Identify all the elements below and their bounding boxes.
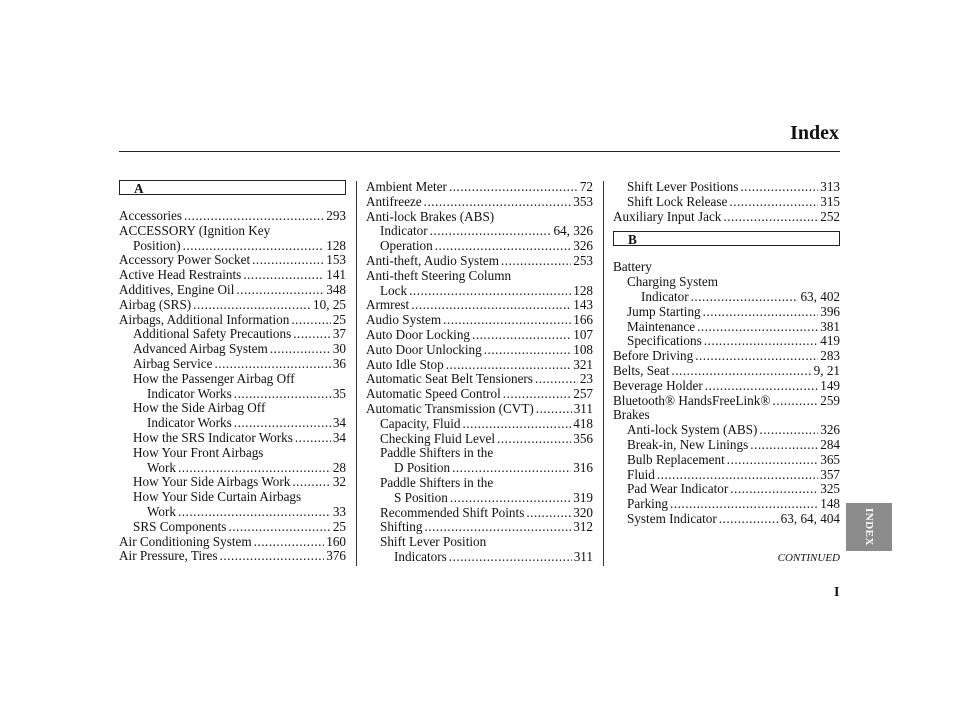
entry-term: Fluid (627, 466, 655, 482)
index-entry[interactable] (366, 358, 593, 373)
index-entry[interactable] (119, 505, 346, 520)
column-divider (603, 181, 604, 566)
entry-term: Indicators (394, 548, 447, 564)
entry-term: Pad Wear Indicator (627, 481, 729, 497)
dot-leader (727, 453, 818, 468)
dot-leader (772, 394, 818, 409)
entry-term: How the SRS Indicator Works (133, 429, 293, 445)
dot-leader (446, 358, 572, 373)
index-entry[interactable] (119, 357, 346, 372)
entry-term: Ambient Meter (366, 179, 447, 194)
index-entry[interactable] (366, 446, 593, 461)
entry-page-number: 160 (326, 533, 346, 549)
entry-term: Antifreeze (366, 193, 422, 209)
index-entry[interactable] (119, 431, 346, 446)
entry-term: Airbag Service (133, 355, 213, 371)
entry-term: Charging System (627, 274, 718, 290)
index-entry[interactable] (119, 401, 346, 416)
entry-term: Indicator Works (147, 415, 232, 431)
index-entry[interactable] (119, 475, 346, 490)
index-entry[interactable] (613, 408, 840, 423)
entry-page-number: 320 (573, 504, 593, 520)
entry-term: Before Driving (613, 348, 694, 364)
dot-leader (449, 550, 572, 565)
entry-page-number: 107 (573, 326, 593, 342)
index-entry[interactable] (119, 283, 346, 298)
entry-term: Automatic Seat Belt Tensioners (366, 371, 533, 387)
dot-leader (750, 438, 818, 453)
entry-page-number: 72 (579, 179, 593, 194)
index-entry[interactable] (366, 328, 593, 343)
section-letter-b: B (613, 231, 840, 246)
entry-page-number: 149 (820, 377, 840, 393)
entry-page-number: 10, 25 (313, 296, 346, 312)
entry-page-number: 319 (573, 489, 593, 505)
index-entry[interactable] (366, 298, 593, 313)
entry-term: How the Side Airbag Off (133, 400, 266, 416)
entry-list (613, 180, 840, 224)
entry-page-number: 34 (332, 429, 346, 445)
dot-leader (695, 349, 818, 364)
index-entry[interactable] (366, 224, 593, 239)
entry-page-number: 315 (820, 193, 840, 209)
dot-leader (430, 224, 552, 239)
dot-leader (183, 239, 325, 254)
entry-page-number: 293 (326, 208, 346, 223)
entry-term: Armrest (366, 297, 410, 313)
dot-leader (697, 320, 818, 335)
dot-leader (450, 491, 571, 506)
dot-leader (291, 313, 331, 328)
entry-term: Anti-lock System (ABS) (627, 422, 758, 438)
entry-page-number: 312 (573, 519, 593, 535)
entry-page-number: 141 (326, 267, 346, 283)
entry-term: Position) (133, 237, 181, 253)
index-entry[interactable] (119, 461, 346, 476)
entry-term: Airbag (SRS) (119, 296, 192, 312)
entry-page-number: 419 (820, 333, 840, 349)
entry-page-number: 25 (332, 518, 346, 534)
dot-leader (740, 180, 818, 195)
entry-page-number: 257 (573, 386, 593, 402)
entry-term: Indicator (380, 223, 428, 239)
index-entry[interactable] (613, 290, 840, 305)
entry-page-number: 356 (573, 430, 593, 446)
index-entry[interactable] (119, 387, 346, 402)
entry-page-number: 148 (820, 496, 840, 512)
index-entry[interactable] (366, 506, 593, 521)
index-entry[interactable] (119, 549, 346, 564)
dot-leader (723, 210, 818, 225)
entry-term: Auto Door Locking (366, 326, 471, 342)
entry-page-number: 35 (332, 385, 346, 401)
entry-list (119, 209, 346, 564)
entry-page-number: 252 (820, 208, 840, 224)
index-entry[interactable] (366, 210, 593, 225)
index-entry[interactable] (366, 535, 593, 550)
page-title: Index (790, 122, 839, 144)
entry-term: Air Pressure, Tires (119, 548, 218, 564)
index-entry[interactable] (366, 432, 593, 447)
index-entry[interactable] (613, 320, 840, 335)
header-rule (119, 151, 840, 152)
index-entry[interactable] (366, 387, 593, 402)
entry-term: Anti-lock Brakes (ABS) (366, 208, 495, 224)
dot-leader (220, 549, 325, 564)
index-entry[interactable] (119, 298, 346, 313)
entry-page-number: 166 (573, 312, 593, 328)
dot-leader (214, 357, 330, 372)
entry-term: Shift Lock Release (627, 193, 728, 209)
dot-leader (193, 298, 311, 313)
dot-leader (657, 468, 818, 483)
dot-leader (484, 343, 571, 358)
entry-term: Capacity, Fluid (380, 415, 461, 431)
entry-term: Bulb Replacement (627, 451, 725, 467)
index-side-tab[interactable] (846, 503, 892, 551)
dot-leader (704, 334, 819, 349)
entry-term: Automatic Speed Control (366, 386, 501, 402)
dot-leader (270, 342, 331, 357)
entry-list (613, 260, 840, 526)
continued-note: CONTINUED (777, 552, 840, 564)
dot-leader (462, 417, 571, 432)
index-entry[interactable] (119, 253, 346, 268)
index-entry[interactable] (366, 313, 593, 328)
entry-page-number: 253 (573, 252, 593, 268)
section-letter-a: A (119, 180, 346, 195)
entry-page-number: 365 (820, 451, 840, 467)
index-entry[interactable] (366, 284, 593, 299)
index-entry[interactable] (119, 372, 346, 387)
index-entry[interactable] (613, 497, 840, 512)
dot-leader (295, 431, 331, 446)
entry-term: Brakes (613, 407, 650, 423)
entry-term: Work (147, 459, 176, 475)
entry-term: Anti-theft, Audio System (366, 252, 499, 268)
index-entry[interactable] (366, 520, 593, 535)
entry-term: Checking Fluid Level (380, 430, 496, 446)
dot-leader (691, 290, 799, 305)
entry-term: Specifications (627, 333, 702, 349)
entry-page-number: 28 (332, 459, 346, 475)
index-entry[interactable] (613, 180, 840, 195)
entry-term: Operation (380, 238, 433, 254)
index-entry[interactable] (613, 334, 840, 349)
dot-leader (703, 305, 819, 320)
page-number: I (834, 585, 840, 600)
dot-leader (234, 416, 331, 431)
dot-leader (234, 387, 331, 402)
dot-leader (424, 195, 572, 210)
dot-leader (472, 328, 571, 343)
entry-term: ACCESSORY (Ignition Key (119, 222, 271, 238)
entry-term: Anti-theft Steering Column (366, 267, 512, 283)
entry-term: S Position (394, 489, 448, 505)
entry-term: Battery (613, 259, 652, 275)
dot-leader (409, 284, 571, 299)
index-entry[interactable] (613, 394, 840, 409)
index-entry[interactable] (119, 446, 346, 461)
dot-leader (252, 253, 324, 268)
entry-term: Audio System (366, 312, 442, 328)
entry-term: D Position (394, 460, 451, 476)
entry-page-number: 143 (573, 297, 593, 313)
entry-page-number: 64, 326 (553, 223, 593, 239)
entry-term: Auto Idle Stop (366, 356, 444, 372)
entry-page-number: 313 (820, 179, 840, 194)
index-entry[interactable] (119, 416, 346, 431)
index-entry[interactable] (366, 461, 593, 476)
index-entry[interactable] (366, 180, 593, 195)
entry-page-number: 283 (820, 348, 840, 364)
index-entry[interactable] (613, 468, 840, 483)
entry-page-number: 326 (573, 238, 593, 254)
entry-page-number: 357 (820, 466, 840, 482)
dot-leader (759, 423, 818, 438)
entry-page-number: 396 (820, 303, 840, 319)
entry-term: Air Conditioning System (119, 533, 252, 549)
index-entry[interactable] (119, 224, 346, 239)
index-entry[interactable] (119, 490, 346, 505)
entry-term: Bluetooth® HandsFreeLink® (613, 392, 771, 408)
entry-page-number: 37 (332, 326, 346, 342)
dot-leader (443, 313, 571, 328)
dot-leader (670, 497, 818, 512)
index-entry[interactable] (613, 512, 840, 527)
entry-term: Shifting (380, 519, 423, 535)
entry-page-number: 316 (573, 460, 593, 476)
entry-term: Airbags, Additional Information (119, 311, 290, 327)
index-entry[interactable] (119, 327, 346, 342)
entry-term: Break-in, New Linings (627, 436, 749, 452)
dot-leader (535, 372, 578, 387)
entry-term: Auto Door Unlocking (366, 341, 482, 357)
entry-term: Lock (380, 282, 408, 298)
dot-leader (254, 535, 325, 550)
entry-page-number: 9, 21 (813, 362, 840, 378)
entry-page-number: 418 (573, 415, 593, 431)
entry-page-number: 33 (332, 503, 346, 519)
dot-leader (536, 402, 572, 417)
dot-leader (293, 327, 331, 342)
entry-term: How the Passenger Airbag Off (133, 370, 295, 386)
dot-leader (228, 520, 330, 535)
dot-leader (178, 505, 331, 520)
entry-page-number: 311 (573, 400, 593, 416)
entry-term: System Indicator (627, 510, 717, 526)
index-entry[interactable] (119, 342, 346, 357)
entry-page-number: 284 (820, 436, 840, 452)
entry-term: Belts, Seat (613, 362, 670, 378)
entry-term: Accessory Power Socket (119, 252, 251, 268)
entry-term: How Your Side Airbags Work (133, 474, 291, 490)
index-entry[interactable] (613, 364, 840, 379)
entry-term: Jump Starting (627, 303, 701, 319)
entry-page-number: 325 (820, 481, 840, 497)
entry-page-number: 311 (573, 548, 593, 564)
index-entry[interactable] (613, 453, 840, 468)
index-entry[interactable] (119, 239, 346, 254)
entry-page-number: 63, 64, 404 (780, 510, 840, 526)
index-entry[interactable] (119, 535, 346, 550)
entry-term: Shift Lever Positions (627, 179, 739, 194)
dot-leader (730, 482, 818, 497)
index-entry[interactable] (613, 349, 840, 364)
index-entry[interactable] (613, 195, 840, 210)
dot-leader (705, 379, 819, 394)
index-entry[interactable] (613, 210, 840, 225)
entry-term: Auxiliary Input Jack (613, 208, 722, 224)
dot-leader (411, 298, 571, 313)
dot-leader (236, 283, 324, 298)
index-entry[interactable] (613, 379, 840, 394)
column-divider (356, 181, 357, 566)
entry-term: Automatic Transmission (CVT) (366, 400, 534, 416)
entry-list (366, 180, 593, 565)
dot-leader (178, 461, 331, 476)
dot-leader (184, 209, 324, 224)
dot-leader (449, 180, 578, 195)
entry-page-number: 153 (326, 252, 346, 268)
index-entry[interactable] (119, 209, 346, 224)
entry-term: Additional Safety Precautions (133, 326, 292, 342)
index-entry[interactable] (366, 476, 593, 491)
entry-page-number: 259 (820, 392, 840, 408)
entry-page-number: 30 (332, 341, 346, 357)
index-column-3 (613, 180, 840, 527)
dot-leader (425, 520, 572, 535)
dot-leader (526, 506, 571, 521)
side-tab-label: INDEX (863, 508, 875, 546)
entry-term: Beverage Holder (613, 377, 703, 393)
entry-page-number: 376 (326, 548, 346, 564)
dot-leader (719, 512, 779, 527)
dot-leader (501, 254, 571, 269)
entry-page-number: 63, 402 (800, 288, 840, 304)
entry-term: Parking (627, 496, 669, 512)
entry-term: Indicator Works (147, 385, 232, 401)
entry-page-number: 36 (332, 355, 346, 371)
dot-leader (292, 475, 330, 490)
dot-leader (729, 195, 818, 210)
entry-term: Additives, Engine Oil (119, 281, 235, 297)
dot-leader (243, 268, 324, 283)
index-entry[interactable] (613, 305, 840, 320)
entry-page-number: 23 (579, 371, 593, 387)
entry-page-number: 353 (573, 193, 593, 209)
index-entry[interactable] (366, 372, 593, 387)
entry-page-number: 381 (820, 318, 840, 334)
entry-term: Active Head Restraints (119, 267, 242, 283)
entry-term: Shift Lever Position (380, 534, 487, 550)
entry-page-number: 348 (326, 281, 346, 297)
index-entry[interactable] (613, 260, 840, 275)
entry-term: Work (147, 503, 176, 519)
index-entry[interactable] (613, 275, 840, 290)
index-column-2 (366, 180, 593, 565)
entry-term: Indicator (641, 288, 689, 304)
dot-leader (671, 364, 811, 379)
index-entry[interactable] (119, 313, 346, 328)
index-entry[interactable] (366, 195, 593, 210)
entry-page-number: 128 (573, 282, 593, 298)
index-entry[interactable] (366, 239, 593, 254)
entry-page-number: 321 (573, 356, 593, 372)
entry-term: SRS Components (133, 518, 227, 534)
dot-leader (452, 461, 571, 476)
dot-leader (435, 239, 571, 254)
index-entry[interactable] (119, 268, 346, 283)
index-entry[interactable] (366, 491, 593, 506)
index-column-1 (119, 180, 346, 564)
dot-leader (497, 432, 571, 447)
entry-page-number: 34 (332, 415, 346, 431)
index-entry[interactable] (613, 423, 840, 438)
index-entry[interactable] (366, 254, 593, 269)
entry-term: Paddle Shifters in the (380, 445, 494, 461)
index-entry[interactable] (366, 402, 593, 417)
entry-term: Recommended Shift Points (380, 504, 525, 520)
entry-page-number: 32 (332, 474, 346, 490)
entry-page-number: 326 (820, 422, 840, 438)
index-entry[interactable] (119, 520, 346, 535)
entry-term: Accessories (119, 208, 182, 223)
entry-term: How Your Side Curtain Airbags (133, 489, 302, 505)
index-entry[interactable] (366, 269, 593, 284)
index-entry[interactable] (613, 438, 840, 453)
index-entry[interactable] (366, 550, 593, 565)
entry-term: How Your Front Airbags (133, 444, 264, 460)
index-entry[interactable] (366, 417, 593, 432)
index-entry[interactable] (366, 343, 593, 358)
entry-page-number: 25 (332, 311, 346, 327)
entry-page-number: 108 (573, 341, 593, 357)
dot-leader (503, 387, 571, 402)
entry-term: Maintenance (627, 318, 696, 334)
index-entry[interactable] (613, 482, 840, 497)
entry-term: Advanced Airbag System (133, 341, 268, 357)
entry-term: Paddle Shifters in the (380, 474, 494, 490)
entry-page-number: 128 (326, 237, 346, 253)
